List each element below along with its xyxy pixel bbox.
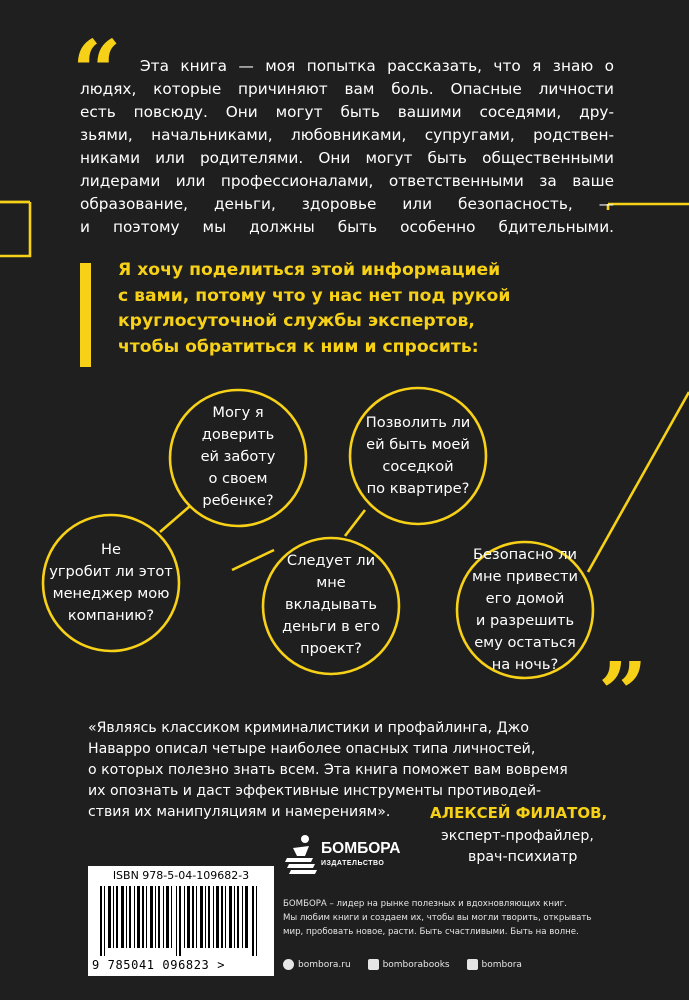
logo-subtitle: ИЗДАТЕЛЬСТВО	[321, 860, 385, 867]
bubble-home	[460, 544, 590, 676]
bubble-line: деньги в его	[282, 618, 380, 635]
intro-line: есть повсюду. Они могут быть вашими соседями, дру-	[80, 103, 614, 121]
intro-line: лидерами или профессионалами, ответственными за ваше	[80, 172, 614, 190]
barcode	[88, 866, 274, 976]
closing-quote-mark: ”	[598, 644, 648, 745]
publisher-line: БОМБОРА – лидер на рынке полезных и вдохновляющих книг.	[283, 899, 567, 909]
bubble-line: Могу я	[212, 404, 264, 421]
publisher-line: мир, пробовать новое, расти. Быть счастливыми. Быть на волне.	[283, 927, 579, 937]
publisher-line: Мы любим книги и создаем их, чтобы вы могли творить, открывать	[283, 913, 592, 923]
intro-line: никами или родителями. Они могут быть общественными	[80, 149, 614, 167]
publisher-description	[283, 897, 623, 939]
testimonial-line: «Являясь классиком криминалистики и профайлинга, Джо	[88, 720, 529, 736]
highlight-bar	[80, 263, 91, 367]
testimonial-line: ствия их манипуляциям и намерениям».	[88, 804, 391, 820]
bubble-investment	[271, 550, 391, 660]
bubble-line: ей заботу	[200, 448, 276, 465]
highlight-line: круглосуточной службы экспертов,	[118, 311, 475, 331]
testimonial-line: их опознать и даст эффективные инструменты противодей-	[88, 783, 542, 799]
intro-line: зьями, начальниками, любовниками, супругами, родствен-	[80, 126, 614, 144]
bubble-line: ребенке?	[202, 492, 274, 509]
bubble-childcare	[178, 402, 298, 512]
bubble-roommate	[353, 412, 483, 500]
barcode-digits: 9 785041 096823 >	[92, 958, 226, 972]
intro-line: Эта книга — моя попытка рассказать, что я знаю о	[140, 57, 614, 75]
bubble-line: о своем	[208, 470, 268, 487]
bubble-line: Не	[101, 541, 121, 558]
bubble-line: мне	[316, 574, 346, 591]
intro-paragraph	[80, 55, 614, 239]
testimonial-line: о которых полезно знать всем. Эта книга поможет вам вовремя	[88, 762, 568, 778]
bubble-line: по квартире?	[366, 480, 470, 497]
bubble-manager	[46, 539, 176, 627]
testimonial-author: АЛЕКСЕЙ ФИЛАТОВ,	[430, 804, 608, 822]
bubble-line: Безопасно ли	[472, 546, 578, 563]
social-website[interactable]	[283, 959, 351, 970]
globe-icon	[283, 959, 294, 970]
social-vk[interactable]	[368, 959, 450, 970]
bubble-line: компанию?	[67, 607, 155, 624]
author-role-1: эксперт-профайлер,	[441, 828, 594, 844]
isbn-text: ISBN 978-5-04-109682-3	[112, 869, 250, 882]
bubble-line: угробит ли этот	[49, 563, 173, 580]
bubble-line: проект?	[300, 640, 362, 657]
bubble-line: ему остаться	[474, 634, 576, 651]
bubble-line: Позволить ли	[365, 414, 471, 431]
bubble-line: доверить	[201, 426, 275, 443]
social-links	[283, 959, 536, 973]
intro-line: людях, которые причиняют вам боль. Опасные личности	[80, 80, 614, 98]
testimonial-line: Наварро описал четыре наиболее опасных типа личностей,	[88, 741, 536, 757]
bubble-line: вкладывать	[285, 596, 377, 613]
bubble-line: соседкой	[382, 458, 454, 475]
barcode-bars	[100, 886, 262, 956]
bubble-line: и разрешить	[475, 612, 575, 629]
bubble-line: его домой	[485, 590, 565, 607]
intro-line: и поэтому мы должны быть особенно бдительными.	[80, 218, 614, 236]
highlight-line: с вами, потому что у нас нет под рукой	[118, 285, 511, 306]
highlight-paragraph	[118, 258, 578, 360]
bubble-line: мне привести	[471, 568, 579, 585]
social-label: bombora.ru	[298, 959, 351, 970]
vk-icon	[368, 959, 379, 970]
logo-text: БОМБОРА	[321, 840, 401, 857]
author-role-2: врач-психиатр	[468, 849, 578, 865]
intro-line: образование, деньги, здоровье или безопасность, —	[80, 195, 614, 213]
camera-icon	[467, 959, 478, 970]
bubble-line: Следует ли	[286, 552, 376, 569]
social-instagram[interactable]	[467, 959, 522, 970]
social-label: bombora	[481, 959, 522, 970]
opening-quote-mark: “	[72, 22, 122, 123]
highlight-line: чтобы обратиться к ним и спросить:	[118, 336, 479, 357]
publisher-logo	[283, 832, 403, 892]
highlight-line: Я хочу поделиться этой информацией	[118, 260, 501, 280]
bubble-line: на ночь?	[491, 656, 559, 673]
bubble-line: ей быть моей	[366, 436, 470, 453]
logo-figure-icon	[283, 834, 317, 878]
social-label: bomborabooks	[382, 959, 450, 970]
bubble-line: менеджер мою	[52, 585, 170, 602]
